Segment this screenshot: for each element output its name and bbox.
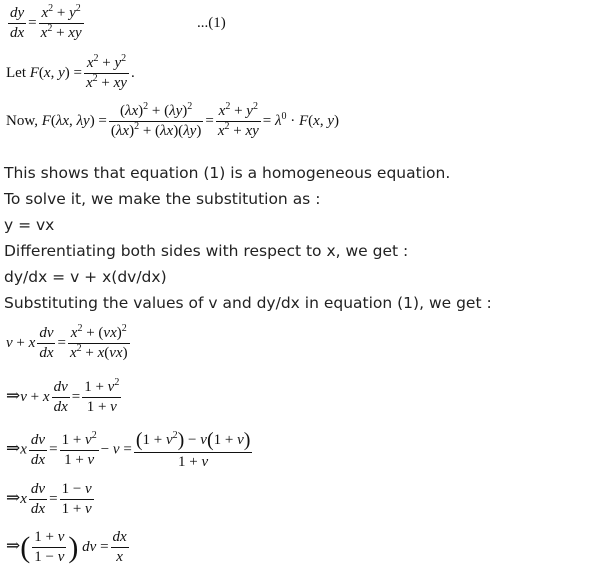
text-derivative: dy/dx = v + x(dv/dx) [4,268,167,286]
step-4: ⇒x $\frac{dv}{dx}$ = $\frac{1 - v}{1 + v}$ [6,481,92,517]
text-solve: To solve it, we make the substitution as : [4,190,321,208]
text-homogeneous: This shows that equation (1) is a homogeneous equation. [4,164,451,182]
let-label: Let [6,64,26,81]
homogeneity-check: Now, F(λx, λy) = $\frac{(\lambda x)^2 + (\lambda y)^2}{(\lambda x)^2 + (\lambda x)(\lambda y)}$ = $\frac{x^2 + y^2}{x^2 + xy}$ = $\lambda^0 \cdot F(x$, y) [6,101,340,139]
equation-1: $\frac{dy}{dx}$ = $\frac{x^2 + y^2}{x^2 + xy}$ [10,3,82,41]
text-substituting: Substituting the values of v and dy/dx in equation (1), we get : [4,294,492,312]
step-2: ⇒v + x $\frac{dv}{dx}$ = $\frac{1 + v^2}{1 + v}$ [6,377,120,415]
step-1: v + x $\frac{dv}{dx}$ = $\frac{x^2 + (vx)^2}{x^2 + x(vx)}$ [6,323,128,361]
implies-icon: ⇒ [6,438,21,458]
step-3: ⇒x $\frac{dv}{dx}$ = $\frac{1 + v^2}{1 + v}$ − v = $\frac{(1 + v^2) - v(1 + v)}{1 + v}$ [6,429,251,470]
implies-icon: ⇒ [6,487,21,507]
implies-icon: ⇒ [6,385,21,405]
implies-icon: ⇒ [6,535,21,555]
text-differentiating: Differentiating both sides with respect to x, we get : [4,242,409,260]
text-substitution: y = vx [4,216,55,234]
let-definition: Let F(x, y) = $\frac{x^2 + y^2}{x^2 + xy}$ . [6,53,135,91]
step-5: ⇒( $\frac{1 + v}{1 - v}$ ) dv = $\frac{dx}{x}$ [6,529,127,565]
now-label: Now, [6,112,38,129]
equation-tag: ...(1) [197,15,226,31]
